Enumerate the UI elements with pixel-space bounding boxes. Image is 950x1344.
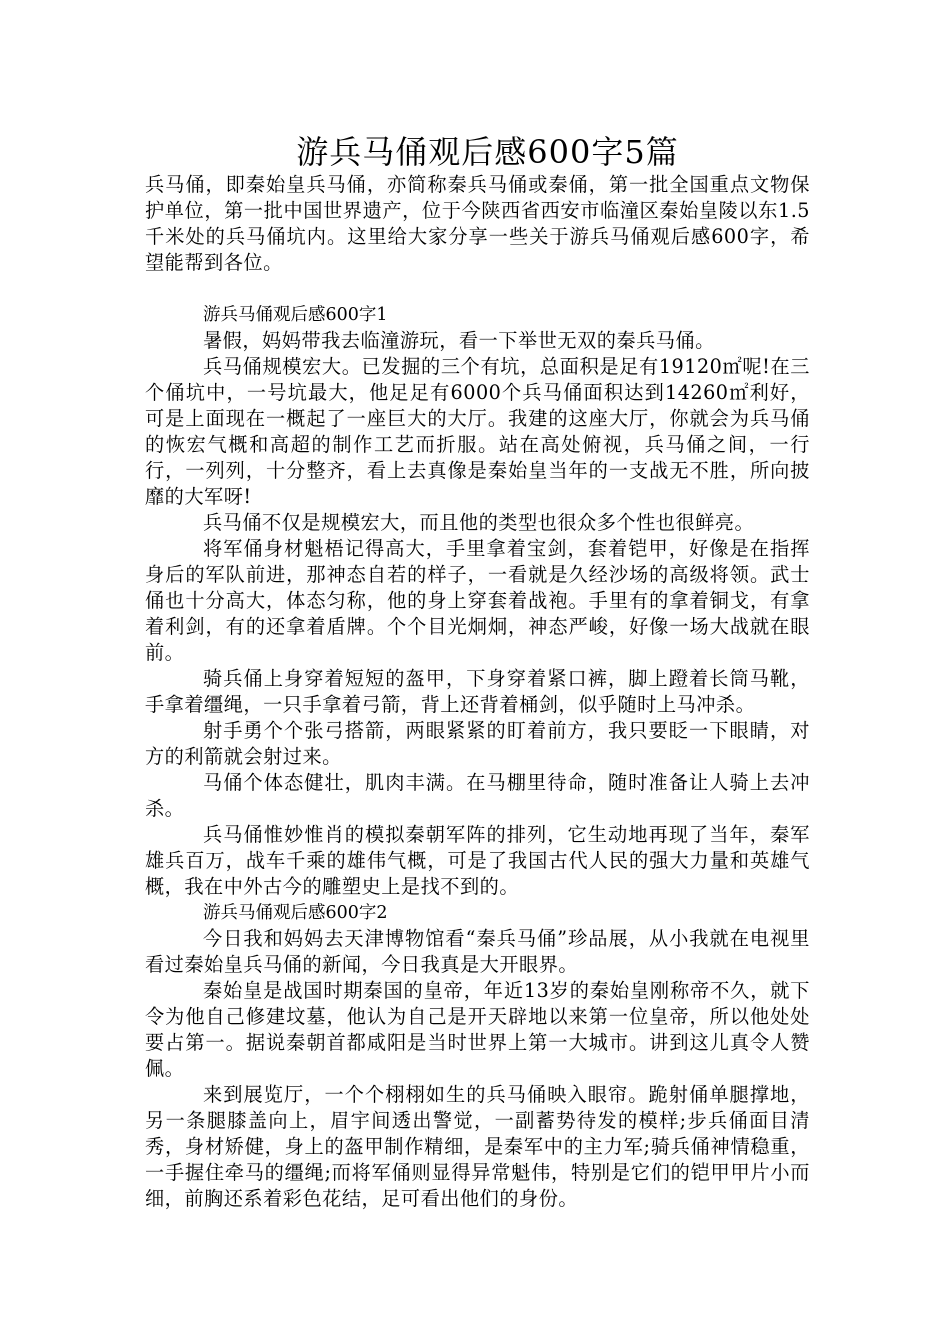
paragraph: 兵马俑惟妙惟肖的模拟秦朝军阵的排列，它生动地再现了当年，秦军雄兵百万，战车千乘的雄伟气概，可是了我国古代人民的强大力量和英雄气概，我在中外古今的雕塑史上是找不到的。 [145, 823, 810, 898]
paragraph: 来到展览厅，一个个栩栩如生的兵马俑映入眼帘。跪射俑单腿撑地，另一条腿膝盖向上，眉宇间透出警觉，一副蓄势待发的模样;步兵俑面目清秀，身材矫健，身上的盔甲制作精细，是秦军中的主力军;骑兵俑神情稳重，一手握住牵马的缰绳;而将军俑则显得异常魁伟，特别是它们的铠甲甲片小而细，前胸还系着彩色花结，足可看出他们的身份。 [145, 1083, 810, 1210]
section-heading-2: 游兵马俑观后感600字2 [203, 903, 388, 923]
paragraph: 兵马俑不仅是规模宏大，而且他的类型也很众多个性也很鲜亮。 [203, 511, 755, 534]
paragraph: 将军俑身材魁梧记得高大，手里拿着宝剑，套着铠甲，好像是在指挥身后的军队前进，那神态自若的样子，一看就是久经沙场的高级将领。武士俑也十分高大，体态匀称，他的身上穿套着战袍。手里有的拿着铜戈，有拿着利剑，有的还拿着盾牌。个个目光炯炯，神态严峻，好像一场大战就在眼前。 [145, 537, 810, 664]
paragraph: 射手勇个个张弓搭箭，两眼紧紧的盯着前方，我只要眨一下眼睛，对方的利箭就会射过来。 [145, 719, 810, 768]
document-title: 游兵马俑观后感600字5篇 [296, 133, 679, 171]
paragraph: 骑兵俑上身穿着短短的盔甲，下身穿着紧口裤，脚上蹬着长筒马靴，手拿着缰绳，一只手拿着弓箭，背上还背着桶剑，似乎随时上马冲杀。 [145, 667, 810, 716]
paragraph: 今日我和妈妈去天津博物馆看“秦兵马俑”珍品展，从小我就在电视里看过秦始皇兵马俑的新闻，今日我真是大开眼界。 [145, 927, 810, 976]
blank-line [145, 276, 810, 302]
paragraph: 马俑个体态健壮，肌肉丰满。在马棚里待命，随时准备让人骑上去冲杀。 [145, 771, 810, 820]
document-page [145, 130, 810, 1212]
paragraph: 秦始皇是战国时期秦国的皇帝，年近13岁的秦始皇刚称帝不久，就下令为他自己修建坟墓，他认为自己是开天辟地以来第一位皇帝，所以他处处要占第一。据说秦朝首都咸阳是当时世界上第一大城市。讲到这儿真令人赞佩。 [145, 979, 810, 1080]
paragraph: 暑假，妈妈带我去临潼游玩，看一下举世无双的秦兵马俑。 [203, 329, 715, 352]
paragraph: 兵马俑规模宏大。已发掘的三个有坑，总面积是足有19120㎡呢!在三个俑坑中，一号坑最大，他足足有6000个兵马俑面积达到14260㎡利好，可是上面现在一概起了一座巨大的大厅。我建的这座大厅，你就会为兵马俑的恢宏气概和高超的制作工艺而折服。站在高处俯视，兵马俑之间，一行行，一列列，十分整齐，看上去真像是秦始皇当年的一支战无不胜，所向披靡的大军呀! [145, 355, 810, 508]
intro-paragraph: 兵马俑，即秦始皇兵马俑，亦简称秦兵马俑或秦俑，第一批全国重点文物保护单位，第一批中国世界遗产，位于今陕西省西安市临潼区秦始皇陵以东1.5千米处的兵马俑坑内。这里给大家分享一些关于游兵马俑观后感600字，希望能帮到各位。 [145, 173, 810, 274]
section-heading-1: 游兵马俑观后感600字1 [203, 305, 388, 325]
